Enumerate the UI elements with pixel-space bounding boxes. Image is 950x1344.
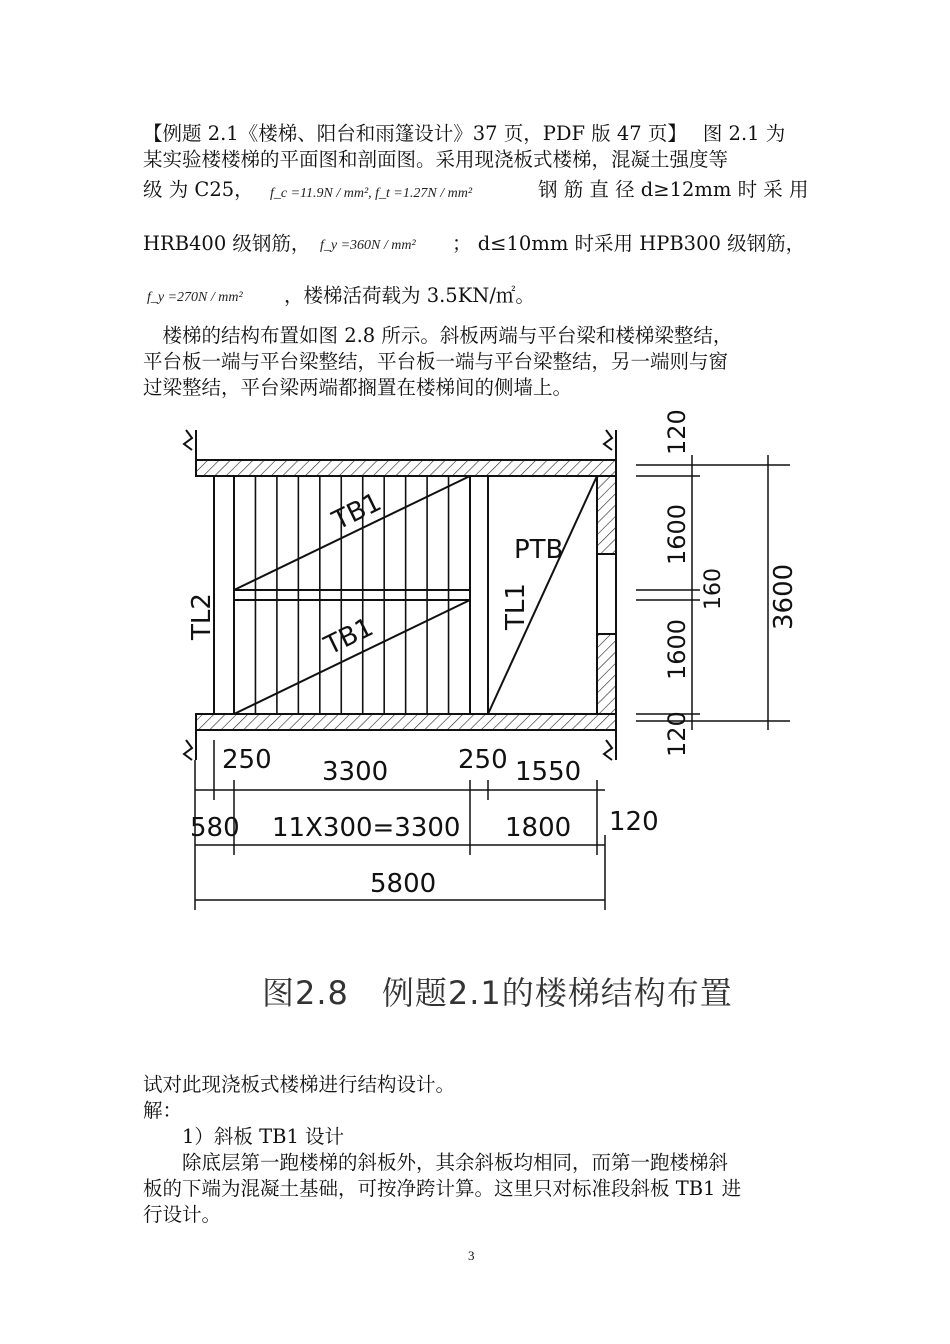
label-ptb: PTB xyxy=(514,535,564,565)
formula-fc-ft: f_c =11.9N / mm², f_t =1.27N / mm² xyxy=(270,186,473,201)
para1-line3-suffix: 钢 筋 直 径 d≥12mm 时 采 用 xyxy=(538,178,809,201)
dim-120-bottom-right: 120 xyxy=(609,807,659,837)
dim-right-120-top: 120 xyxy=(663,409,691,455)
para3-line2: 解： xyxy=(143,1099,183,1122)
dim-right-1600-lower: 1600 xyxy=(663,618,691,680)
label-tb1-bottom: TB1 xyxy=(319,612,379,662)
para1-line3-prefix: 级 为 C25， xyxy=(143,178,254,201)
formula-fy-270: f_y =270N / mm² xyxy=(147,290,243,305)
dim-1550: 1550 xyxy=(515,757,582,787)
label-tl2: TL2 xyxy=(187,593,217,640)
dim-11x300: 11X300=3300 xyxy=(272,813,461,843)
para3-line6: 行设计。 xyxy=(143,1203,222,1226)
para1-line5-suffix: ，楼梯活荷载为 3.5KN/㎡。 xyxy=(284,284,535,307)
para1-line4-prefix: HRB400 级钢筋， xyxy=(143,232,311,255)
dim-1800: 1800 xyxy=(505,813,572,843)
label-tb1-top: TB1 xyxy=(327,487,387,537)
tb1-bottom-diagonal xyxy=(234,600,470,714)
dim-250-left: 250 xyxy=(222,745,272,775)
para3-line3: 1）斜板 TB1 设计 xyxy=(143,1125,345,1148)
top-wall xyxy=(196,460,616,476)
para3-line5: 板的下端为混凝土基础，可按净跨计算。这里只对标准段斜板 TB1 进 xyxy=(143,1177,742,1200)
para3-line4: 除底层第一跑楼梯的斜板外，其余斜板均相同，而第一跑楼梯斜 xyxy=(143,1151,729,1174)
dim-right-1600-upper: 1600 xyxy=(663,503,691,565)
para1-line1: 【例题 2.1《楼梯、阳台和雨篷设计》37 页，PDF 版 47 页】 图 2.1 为 xyxy=(143,122,786,145)
dim-right-120-bottom: 120 xyxy=(663,711,691,757)
para2-line2: 平台板一端与平台梁整结，平台板一端与平台梁整结，另一端则与窗 xyxy=(143,350,729,373)
para1-line2: 某实验楼楼梯的平面图和剖面图。采用现浇板式楼梯，混凝土强度等 xyxy=(143,148,729,171)
dim-580: 580 xyxy=(190,813,240,843)
para3-line1: 试对此现浇板式楼梯进行结构设计。 xyxy=(143,1073,456,1096)
dim-5800: 5800 xyxy=(370,869,437,899)
dim-250-right: 250 xyxy=(458,745,508,775)
figure-caption: 图2.8 例题2.1的楼梯结构布置 xyxy=(262,974,733,1012)
para1-line4-suffix: ； d≤10mm 时采用 HPB300 级钢筋， xyxy=(452,232,806,255)
dim-right-3600: 3600 xyxy=(769,563,799,630)
para2-line3: 过梁整结，平台梁两端都搁置在楼梯间的侧墙上。 xyxy=(143,376,573,399)
dim-3300: 3300 xyxy=(322,757,389,787)
para2-line1: 楼梯的结构布置如图 2.8 所示。斜板两端与平台梁和楼梯梁整结， xyxy=(143,324,733,347)
label-tl1: TL1 xyxy=(501,583,531,630)
formula-fy-360: f_y =360N / mm² xyxy=(320,238,416,253)
tb1-top-diagonal xyxy=(234,476,470,590)
page-number: 3 xyxy=(468,1248,475,1263)
bottom-wall xyxy=(196,714,616,730)
dim-right-160: 160 xyxy=(701,568,726,610)
